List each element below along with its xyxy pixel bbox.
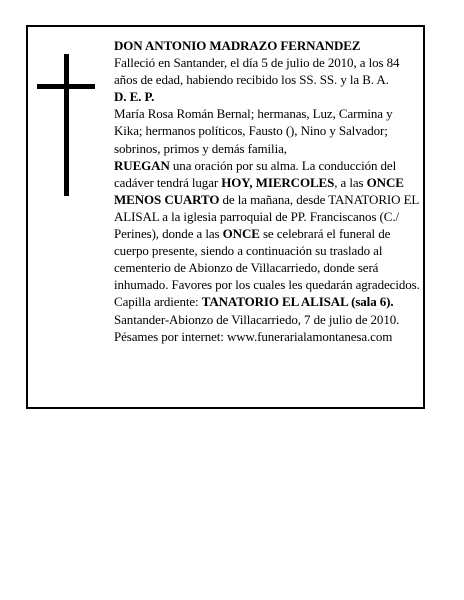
- cross-icon: [64, 54, 69, 196]
- place-date: Santander-Abionzo de Villacarriedo, 7 de julio de 2010.: [114, 311, 400, 327]
- chapel-location: TANATORIO EL ALISAL (sala 6).: [201, 294, 394, 310]
- family-list: María Rosa Román Bernal; hermanas, Luz, Carmina y Kika; hermanos políticos, Fausto (), Nino y Salvador; sobrinos, primos y demás familia,: [114, 106, 393, 156]
- ruegan-label: RUEGAN: [114, 157, 170, 173]
- dep-label: D. E. P.: [114, 89, 155, 105]
- service-time: ONCE MENOS CUARTO: [114, 174, 404, 207]
- death-announcement: Falleció en Santander, el día 5 de julio de 2010, a los 84 años de edad, habiendo recibido los SS. SS. y la B. A.: [114, 55, 400, 88]
- cross-icon-crossbar: [37, 84, 95, 89]
- funeral-time: ONCE: [222, 226, 260, 242]
- deceased-name: DON ANTONIO MADRAZO FERNANDEZ: [114, 38, 361, 53]
- condolences-line: Pésames por internet: www.funerarialamontanesa.com: [114, 328, 393, 344]
- service-day: HOY, MIERCOLES: [221, 174, 335, 190]
- service-details: RUEGAN una oración por su alma. La conducción del cadáver tendrá lugar HOY, MIERCOLES, a las ONCE MENOS CUARTO de la mañana, desde TANATORIO EL ALISAL a la iglesia parroquial de PP. Franciscanos (C./ Perines), donde a las ONCE se celebrará el funeral de cuerpo presente, siendo a continuación su traslado al cementerio de Abionzo de Villacarriedo, donde será inhumado. Favores por los cuales les quedarán agradecidos. Capilla ardiente: TANATORIO EL ALISAL (sala 6).: [114, 157, 420, 310]
- obituary-text: [114, 37, 424, 345]
